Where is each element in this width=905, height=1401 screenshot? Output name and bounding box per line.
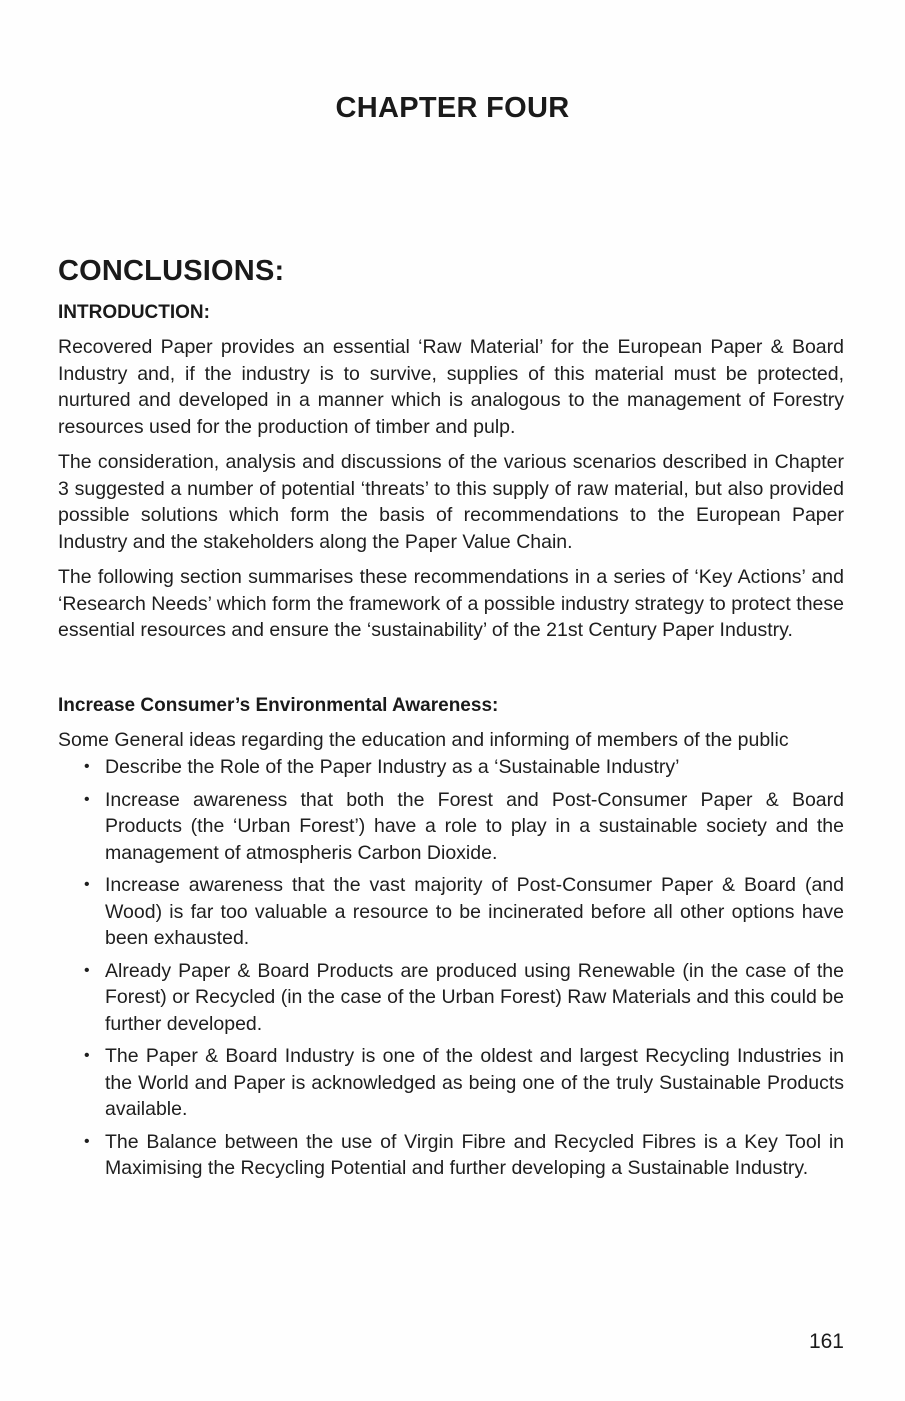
list-item xyxy=(84,872,844,952)
list-item xyxy=(84,787,844,867)
list-item-text: Increase awareness that the vast majority of Post-Consumer Paper & Board (and Wood) is far too valuable a resource to be incinerated before all other options have been exhausted. xyxy=(105,874,844,949)
list-item xyxy=(84,958,844,1038)
list-item xyxy=(84,1043,844,1123)
list-item-text: The Balance between the use of Virgin Fibre and Recycled Fibres is a Key Tool in Maximising the Recycling Potential and further developing a Sustainable Industry. xyxy=(105,1130,844,1179)
list-item-text: Describe the Role of the Paper Industry as a ‘Sustainable Industry’ xyxy=(105,756,680,778)
list-item-text: The Paper & Board Industry is one of the oldest and largest Recycling Industries in the World and Paper is acknowledged as being one of the truly Sustainable Products available. xyxy=(105,1045,844,1120)
chapter-title: CHAPTER FOUR xyxy=(335,92,570,124)
section-spacer xyxy=(58,653,844,695)
bullet-icon: • xyxy=(84,758,90,775)
introduction-heading: INTRODUCTION: xyxy=(58,302,210,323)
awareness-intro: Some General ideas regarding the education and informing of members of the public xyxy=(58,728,789,751)
awareness-heading: Increase Consumer’s Environmental Awareness: xyxy=(58,694,499,716)
list-item xyxy=(84,1129,844,1182)
page-number: 161 xyxy=(808,1330,844,1353)
intro-paragraph-2: The consideration, analysis and discussions of the various scenarios described in Chapter 3 suggested a number of potential ‘threats’ to this supply of raw material, but also provided possible solutions which form the basis of recommendations to the European Paper Industry and the stakeholders along the Paper Value Chain. xyxy=(58,451,844,553)
intro-paragraph-1: Recovered Paper provides an essential ‘Raw Material’ for the European Paper & Board Industry and, if the industry is to survive, supplies of this material must be protected, nurtured and developed in a manner which is analogous to the management of Forestry resources used for the production of timber and pulp. xyxy=(58,336,844,438)
list-item-text: Increase awareness that both the Forest and Post-Consumer Paper & Board Products (the ‘Urban Forest’) have a role to play in a sustainable society and the management of atmospheris Carbon Dioxide. xyxy=(105,788,844,864)
bullet-icon: • xyxy=(84,1047,90,1064)
awareness-bullet-list xyxy=(58,754,844,1182)
list-item-text: Already Paper & Board Products are produced using Renewable (in the case of the Forest) or Recycled (in the case of the Urban Forest) Raw Materials and this could be further developed. xyxy=(105,959,844,1035)
bullet-icon: • xyxy=(84,961,90,979)
bullet-icon: • xyxy=(84,1132,90,1150)
section-title: CONCLUSIONS: xyxy=(58,255,285,287)
intro-paragraph-3: The following section summarises these recommendations in a series of ‘Key Actions’ and ‘Research Needs’ which form the framework of a possible industry strategy to protect these essential resources and ensure the ‘sustainability’ of the 21st Century Paper Industry. xyxy=(58,566,844,641)
page-content xyxy=(58,255,844,1188)
bullet-icon: • xyxy=(84,790,90,808)
bullet-icon: • xyxy=(84,876,90,893)
list-item xyxy=(84,754,844,781)
